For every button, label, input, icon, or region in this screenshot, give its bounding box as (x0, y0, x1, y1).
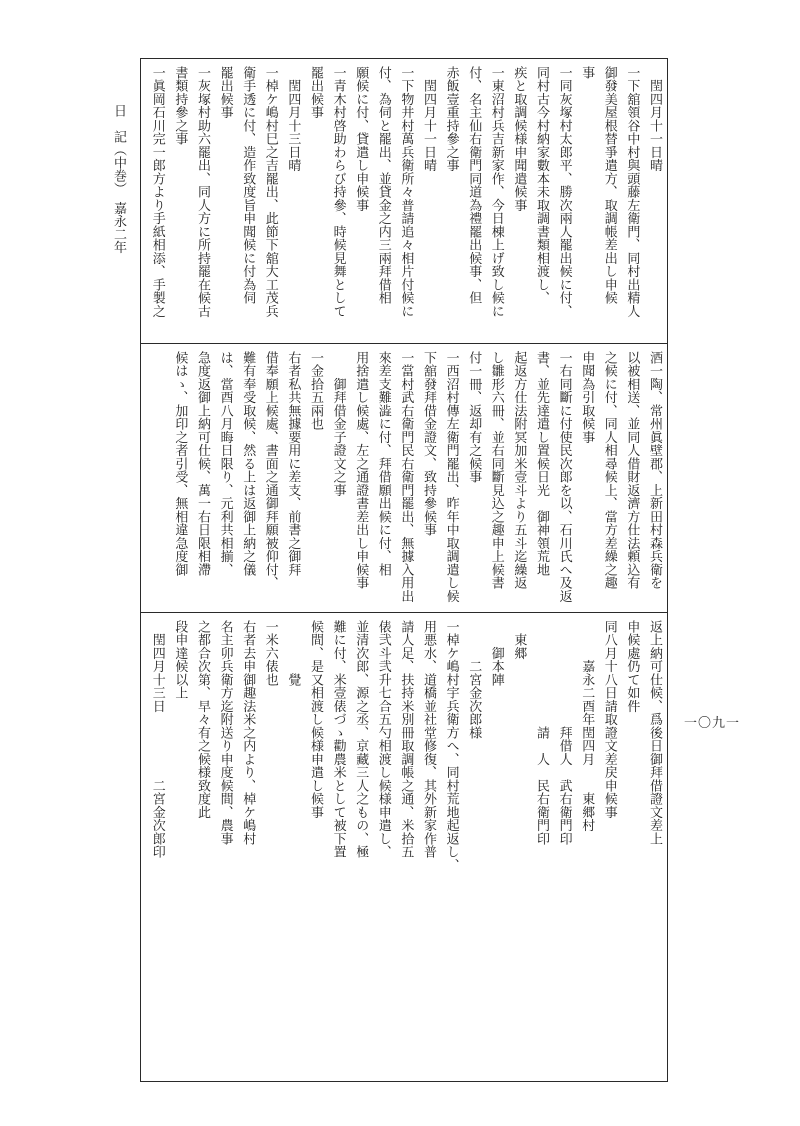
text-column: 一棹ケ嶋村巳之吉罷出、此節下舘大工茂兵 (262, 66, 278, 318)
text-band-upper (144, 66, 664, 338)
text-column: 返上納可仕候、爲後日御拜借證文差上 (647, 620, 662, 846)
text-column: 事 (579, 66, 595, 80)
text-column: 起返方仕法附冥加米壹斗より五斗迄繰返 (511, 351, 527, 590)
text-column: 候はゝ、加印之者引受、無相違急度御 (172, 351, 188, 577)
text-column: 疾と取調候様申聞遣候事 (511, 66, 527, 212)
band-divider-2 (141, 612, 667, 613)
text-column: 拜借人 武右衛門印 (556, 620, 572, 846)
text-column: 名主卯兵衛方迄附送り申度候間、農事 (217, 620, 233, 846)
running-head: 日 記（中巻） 嘉永二年 (111, 104, 126, 254)
text-column: 閏四月十三日 二宮金次郎印 (149, 620, 165, 859)
text-column: 申聞為引取候事 (579, 351, 595, 444)
text-column: 罷出候事 (217, 66, 233, 119)
text-column: 覺 (285, 620, 301, 687)
text-column: 書類持參之事 (172, 66, 188, 146)
text-column: 一金拾五兩也 (308, 351, 323, 431)
text-column: 一棹ケ嶋村宇兵衛方へ、同村荒地起返し、 (443, 620, 459, 872)
text-column: 閏四月十一日晴 (647, 66, 662, 172)
band-divider-1 (141, 343, 667, 344)
text-column: 閏四月十三日晴 (285, 66, 301, 172)
text-column: 御發美屋根替爭遣方、取調帳差出し申候 (601, 66, 617, 305)
text-column: 之候に付、同人相尋候上、當方差繰之趣 (601, 351, 617, 590)
text-column: 酒一陶、常州眞壁郡、上新田村森兵衛を (647, 351, 662, 590)
text-column: 急度返御上納可仕候、萬一右日限相滯 (195, 351, 210, 577)
text-column: 同村古今村納家數本未取調書類相渡し、 (534, 66, 549, 305)
text-column: 一米六俵也 (262, 620, 278, 687)
text-column: 申候處仍て如件 (624, 620, 640, 713)
text-column: 一眞岡石川完一郎方より手紙相添、手製之 (149, 66, 165, 318)
text-column: 一右同斷に付使民次郎を以、石川氏へ及返 (556, 351, 572, 603)
text-column: 一同灰塚村太郎平、勝次兩人罷出候に付、 (556, 66, 572, 318)
text-column: 付、為伺と罷出、並貸金之内三兩拜借相 (375, 66, 391, 305)
text-column: 一下物井村萬兵衛所々普請追々相片付候に (398, 66, 414, 318)
text-column: 付、名主仙右衛門同道為禮罷出候事、但 (466, 66, 482, 305)
text-column: 罷出候事 (308, 66, 323, 119)
text-column: 嘉永二酉年閏四月 東郷村 (579, 620, 595, 832)
text-column: 段申達候以上 (172, 620, 188, 700)
text-column: 請人足、扶持米別冊取調帳之通、米拾五 (398, 620, 414, 859)
text-column: 一灰塚村助六罷出、同人方に所持罷在候古 (195, 66, 210, 318)
text-column: 一青木村啓助わらび持參、時候見舞として (330, 66, 346, 318)
text-band-middle (144, 351, 664, 607)
text-column: 一下舘領谷中村與頭藤左衛門、同村出精人 (624, 66, 640, 318)
text-column: 願候に付、貸遣し申候事 (353, 66, 369, 212)
text-band-lower (144, 620, 664, 1076)
text-column: 以被相送、並同人借財返濟方仕法頼込有 (624, 351, 640, 590)
text-column: 赤飯壹重持參之事 (443, 66, 459, 172)
text-column: 二宮金次郎様 (466, 620, 482, 740)
text-column: 用捨遣し候處、左之通證書差出し申候事 (353, 351, 369, 590)
text-column: は、當酉八月晦日限り、元利共相揃、 (217, 351, 233, 577)
text-column: 借奉願上候處、書面之通御拜願被仰付、 (262, 351, 278, 590)
text-column: 御拜借金子證文之事 (330, 351, 346, 497)
text-column: 右者去申御趣法米之内より、棹ケ嶋村 (240, 620, 256, 846)
text-column: 俵弐斗弐升七合五勺相渡し候様申遣し、 (375, 620, 391, 859)
text-column: 下舘發拜借金證文、致持參候事 (421, 351, 436, 537)
text-column: 用悪水、道橋並社堂修復、其外新家作普 (421, 620, 436, 859)
text-column: 閏四月十一日晴 (421, 66, 436, 172)
text-column: 候間、是又相渡し候様申遣し候事 (308, 620, 323, 819)
page-number: 一〇九一 (684, 716, 741, 731)
text-column: 衛手透に付、造作致度旨申聞候に付為伺 (240, 66, 256, 305)
text-column: 並清次郎、源之丞、京藏三人之もの、極 (353, 620, 369, 859)
text-column: し雛形六冊、並右同斷見込之趣申上候書 (488, 351, 504, 590)
text-column: 難有奉受取候、然る上は返御上納之儀 (240, 351, 256, 577)
text-column: 之都合次第、早々有之候様致度此 (195, 620, 210, 819)
text-column: 一當村武右衛門民右衛門罷出、無據入用出 (398, 351, 414, 603)
text-column: 付一冊、返却有之候事 (466, 351, 482, 484)
text-column: 書、並先達遣し置候日光 御神領荒地 (534, 351, 549, 577)
text-column: 御本陣 (488, 620, 504, 687)
text-column: 一西沼村傳左衛門罷出、昨年中取調遣し候 (443, 351, 459, 603)
text-column: 一東沼村兵吉新家作、今日棟上げ致し候に (488, 66, 504, 318)
text-column: 請 人 民右衛門印 (534, 620, 549, 846)
text-column: 右者私共無據要用に差支、前書之御拜 (285, 351, 301, 577)
text-column: 東郷 (511, 620, 527, 660)
text-column: 同八月十八日請取證文差戻申候事 (601, 620, 617, 819)
text-column: 來差支難澁に付、拜借願出候に付、相 (375, 351, 391, 577)
text-column: 難に付、米壹俵づゝ勸農米として被下置 (330, 620, 346, 859)
